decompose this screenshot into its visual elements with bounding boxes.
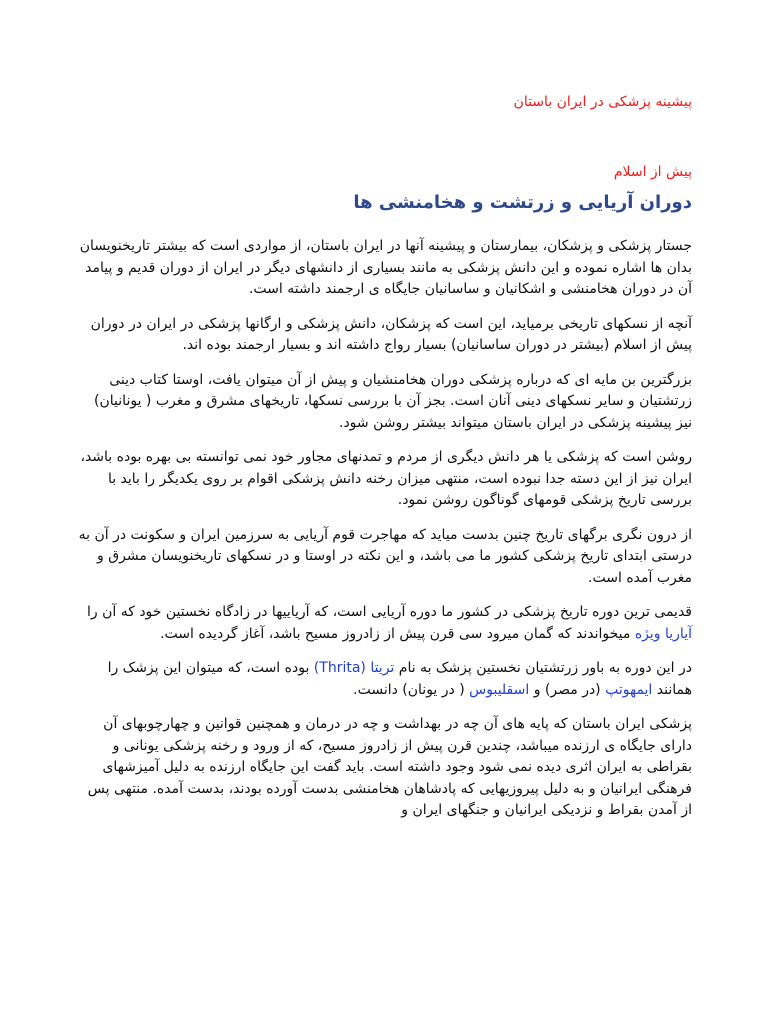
paragraph-7-text-end: ( در یونان) دانست. [353,681,470,698]
body-text [78,236,692,835]
paragraph-6 [78,602,692,645]
paragraph-7-text-mid2: (در مصر) و [529,681,606,698]
link-imhotep[interactable]: ایمهوتپ [605,681,653,698]
document-page [78,0,692,1024]
paragraph-4: روشن است که پزشکی یا هر دانش دیگری از مردم و تمدنهای مجاور خود نمی توانسته بی بهره بوده باشد، ایران نیز از این دسته جدا نبوده است، منتهی میزان رخنه دانش پزشکی اقوام بر روی یکدیگر را باید با بررسی تاریخ پزشکی قومهای گوناگون روشن نمود. [80,449,692,508]
paragraph-7-text: در این دوره به باور زرتشتیان نخستین پزشک به نام [394,660,692,676]
paragraph-8: پزشکی ایران باستان که پایه های آن چه در بهداشت و چه در درمان و همچنین قوانین و چهارچوبهای آن دارای جایگاه ی ارزنده میباشد، چندین قرن پیش از زادروز مسیح، که از ورود و رخنه پزشکی یونانی و بقراطی به ایران اثری دیده نمی شود وجود داشته است. باید گفت این جایگاه ارزنده به دلیل آمیزشهای فرهنگی ایرانیان و به دلیل پیروزیهایی که پادشاهان هخامنشی بدست آورده بودند، بدست آمده. منتهی پس از آمدن بقراط و نزدیکی ایرانیان و جنگهای ایران و [87,716,692,818]
link-asclepius[interactable]: اسقلیبوس [469,681,530,698]
document-title: پیشینه پزشکی در ایران باستان [513,94,692,110]
paragraph-6-text-end: میخواندند که گمان میرود سی قرن پیش از زادروز مسیح باشد، آغاز گردیده است. [160,625,635,642]
paragraph-3: بزرگترین بن مایه ای که درباره پزشکی دوران هخامنشیان و پیش از آن میتوان یافت، اوستا کتاب دینی زرتشتیان و سایر نسکهای دینی آنان است. بجز آن با بررسی نسکها، تاریخهای مشرق و مغرب ( یونانیان) نیز پیشینه پزشکی در ایران باستان میتواند بیشتر روشن شود. [94,371,692,431]
paragraph-6-text: قدیمی ترین دوره تاریخ پزشکی در کشور ما دوره آریایی است، که آریاییها در زادگاه نخستین خود که آن را [86,604,692,620]
paragraph-7 [78,658,692,701]
paragraph-7-text-mid1: بوده است، که میتوان این پزشک را همانند [107,660,692,698]
paragraph-1: جستار پزشکی و پزشکان، بیمارستان و پیشینه آنها در ایران باستان، از مواردی است که بیشتر تاریخنویسان بدان ها اشاره نموده و این دانش پزشکی به مانند بسیاری از دانشهای دیگر در ایران از دوران قدیم و پیامد آن در دوران هخامنشی و اشکانیان و ساسانیان جایگاه ی ارجمند داشته است. [79,238,692,297]
section-heading: دوران آریایی و زرتشت و هخامنشی ها [353,192,692,213]
link-thrita[interactable]: تریتا (Thrita) [313,660,395,676]
link-aryana-vaeja[interactable]: آیاریا ویژه [634,625,692,642]
paragraph-5: از درون نگری برگهای تاریخ چنین بدست میاید که مهاجرت قوم آریایی به سرزمین ایران و سکونت در آن به درستی ابتدای تاریخ پزشکی کشور ما می باشد، و این نکته در اوستا و در نسکهای تاریخنویسان مشرق و مغرب آمده است. [78,526,692,586]
section-label: پیش از اسلام [613,164,692,180]
paragraph-2: آنچه از نسکهای تاریخی برمیاید، این است که پزشکان، دانش پزشکی و ارگانها پزشکی در ایران در دوران پیش از اسلام (بیشتر در دوران ساسانیان) بسیار رواج داشته اند و بسیار ارجمند بوده اند. [90,315,692,353]
